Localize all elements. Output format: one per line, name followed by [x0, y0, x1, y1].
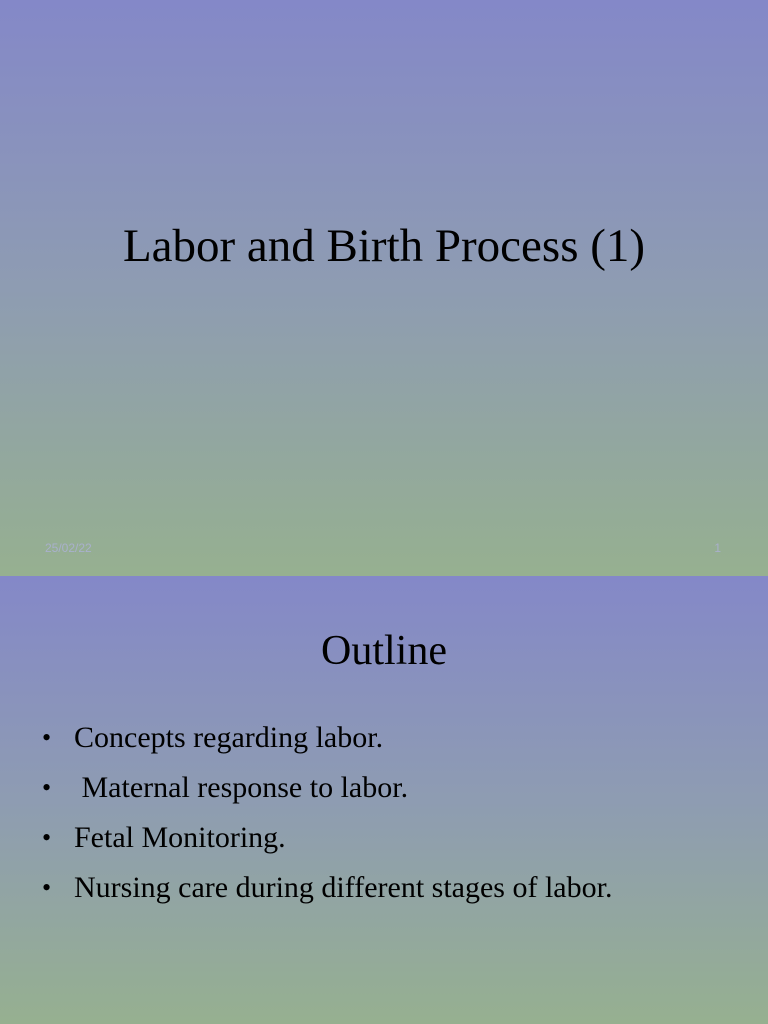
- bullet-icon: •: [42, 723, 52, 752]
- bullet-text: Maternal response to labor.: [74, 771, 409, 804]
- slide-title: Outline: [321, 628, 447, 674]
- list-item: [42, 713, 612, 763]
- bullet-text: Fetal Monitoring.: [74, 821, 286, 854]
- list-item: [42, 863, 612, 913]
- list-item: [42, 763, 612, 813]
- bullet-icon: •: [42, 823, 52, 852]
- slide-number: 1: [714, 541, 721, 555]
- bullet-icon: •: [42, 873, 52, 902]
- slide-2: [0, 576, 768, 1024]
- bullet-icon: •: [42, 773, 52, 802]
- list-item: [42, 813, 612, 863]
- bullet-text: Concepts regarding labor.: [74, 721, 384, 754]
- bullet-text: Nursing care during different stages of labor.: [74, 871, 613, 904]
- footer-date: 25/02/22: [45, 541, 92, 555]
- slide-title: Labor and Birth Process (1): [122, 220, 646, 272]
- bullet-list: [42, 713, 612, 913]
